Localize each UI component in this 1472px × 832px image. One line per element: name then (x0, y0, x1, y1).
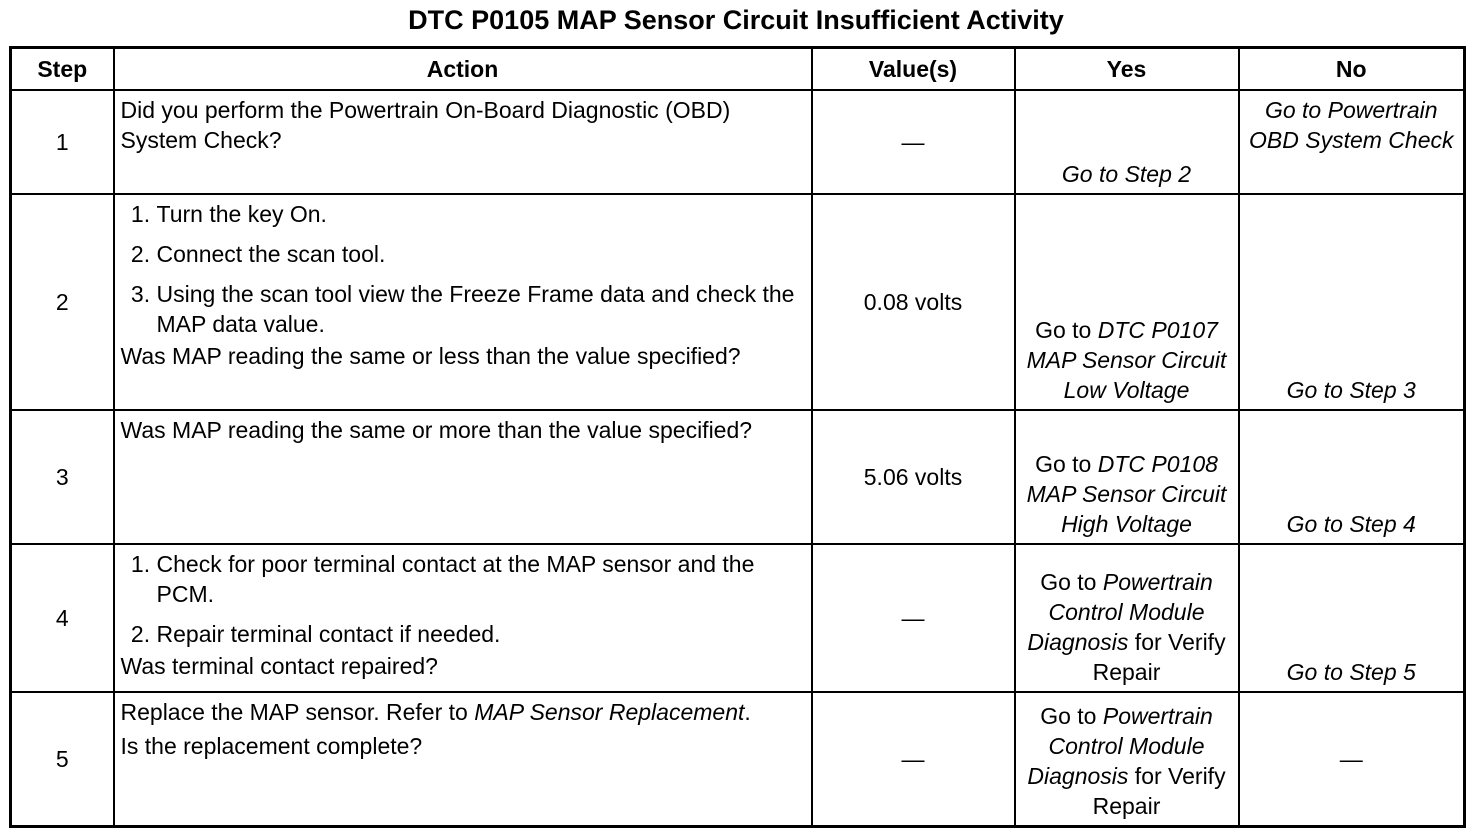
action-text: Did you perform the Powertrain On-Board Diagnostic (OBD) System Check? (120, 97, 731, 153)
action-cell (114, 692, 812, 826)
table-row (11, 90, 1465, 194)
yes-suffix: for Verify Repair (1092, 629, 1226, 685)
yes-cell[interactable] (1015, 194, 1239, 410)
no-link[interactable]: Go to Step 3 (1286, 377, 1416, 403)
yes-cell[interactable] (1015, 544, 1239, 692)
no-link[interactable]: Go to Powertrain OBD System Check (1249, 97, 1454, 153)
action-step: 2. Repair terminal contact if needed. (157, 619, 805, 649)
no-cell: — (1239, 692, 1465, 826)
action-steps (121, 199, 805, 339)
action-step: 2. Connect the scan tool. (157, 239, 805, 269)
step-number: 1 (11, 90, 114, 194)
yes-cell[interactable] (1015, 692, 1239, 826)
step-number: 5 (11, 692, 114, 826)
value-cell: — (812, 692, 1015, 826)
action-cell (114, 410, 812, 544)
yes-prefix: Go to (1035, 317, 1098, 343)
table-row (11, 544, 1465, 692)
yes-prefix: Go to (1040, 702, 1103, 729)
page-title: DTC P0105 MAP Sensor Circuit Insufficient Activity (408, 5, 1064, 35)
table-row (11, 194, 1465, 410)
action-question: Was terminal contact repaired? (120, 653, 438, 679)
no-cell[interactable] (1239, 194, 1465, 410)
header-yes: Yes (1015, 48, 1239, 91)
action-question: Was MAP reading the same or less than the value specified? (120, 343, 741, 369)
action-question: Is the replacement complete? (120, 733, 423, 759)
action-cell (114, 90, 812, 194)
yes-link[interactable]: DTC P0107 MAP Sensor Circuit Low Voltage (1026, 317, 1227, 403)
yes-prefix: Go to (1035, 451, 1098, 477)
no-cell[interactable] (1239, 90, 1465, 194)
action-step: 3. Using the scan tool view the Freeze Frame data and check the MAP data value. (157, 279, 805, 339)
step-number: 2 (11, 194, 114, 410)
action-link[interactable]: MAP Sensor Replacement (474, 699, 745, 725)
yes-prefix: Go to (1040, 569, 1103, 595)
action-text (121, 697, 805, 727)
no-cell[interactable] (1239, 410, 1465, 544)
header-no: No (1239, 48, 1465, 91)
value-cell: 5.06 volts (812, 410, 1015, 544)
action-step: 1. Check for poor terminal contact at the MAP sensor and the PCM. (157, 549, 805, 609)
diagnostic-table (9, 46, 1466, 828)
header-action: Action (114, 48, 812, 91)
yes-cell[interactable] (1015, 410, 1239, 544)
action-step: 1. Turn the key On. (157, 199, 805, 229)
no-link[interactable]: Go to Step 4 (1286, 511, 1416, 537)
header-values: Value(s) (812, 48, 1015, 91)
header-step: Step (11, 48, 114, 91)
step-number: 4 (11, 544, 114, 692)
action-suffix: . (744, 699, 751, 725)
action-steps (121, 549, 805, 649)
action-question: Was MAP reading the same or more than the value specified? (120, 417, 753, 443)
yes-link[interactable]: DTC P0108 MAP Sensor Circuit High Voltage (1026, 451, 1227, 537)
yes-link[interactable]: Powertrain Control Module Diagnosis (1027, 569, 1213, 655)
value-cell: — (812, 544, 1015, 692)
table-row (11, 410, 1465, 544)
yes-link[interactable]: Powertrain Control Module Diagnosis (1027, 702, 1213, 789)
action-prefix: Replace the MAP sensor. Refer to (120, 699, 475, 725)
no-link[interactable]: Go to Step 5 (1286, 659, 1416, 685)
yes-cell[interactable] (1015, 90, 1239, 194)
action-cell (114, 544, 812, 692)
yes-suffix: for Verify Repair (1092, 762, 1226, 819)
value-cell: — (812, 90, 1015, 194)
yes-link[interactable]: Go to Step 2 (1061, 161, 1192, 187)
step-number: 3 (11, 410, 114, 544)
table-row (11, 692, 1465, 826)
value-cell: 0.08 volts (812, 194, 1015, 410)
action-cell (114, 194, 812, 410)
no-cell[interactable] (1239, 544, 1465, 692)
header-row (11, 48, 1465, 91)
